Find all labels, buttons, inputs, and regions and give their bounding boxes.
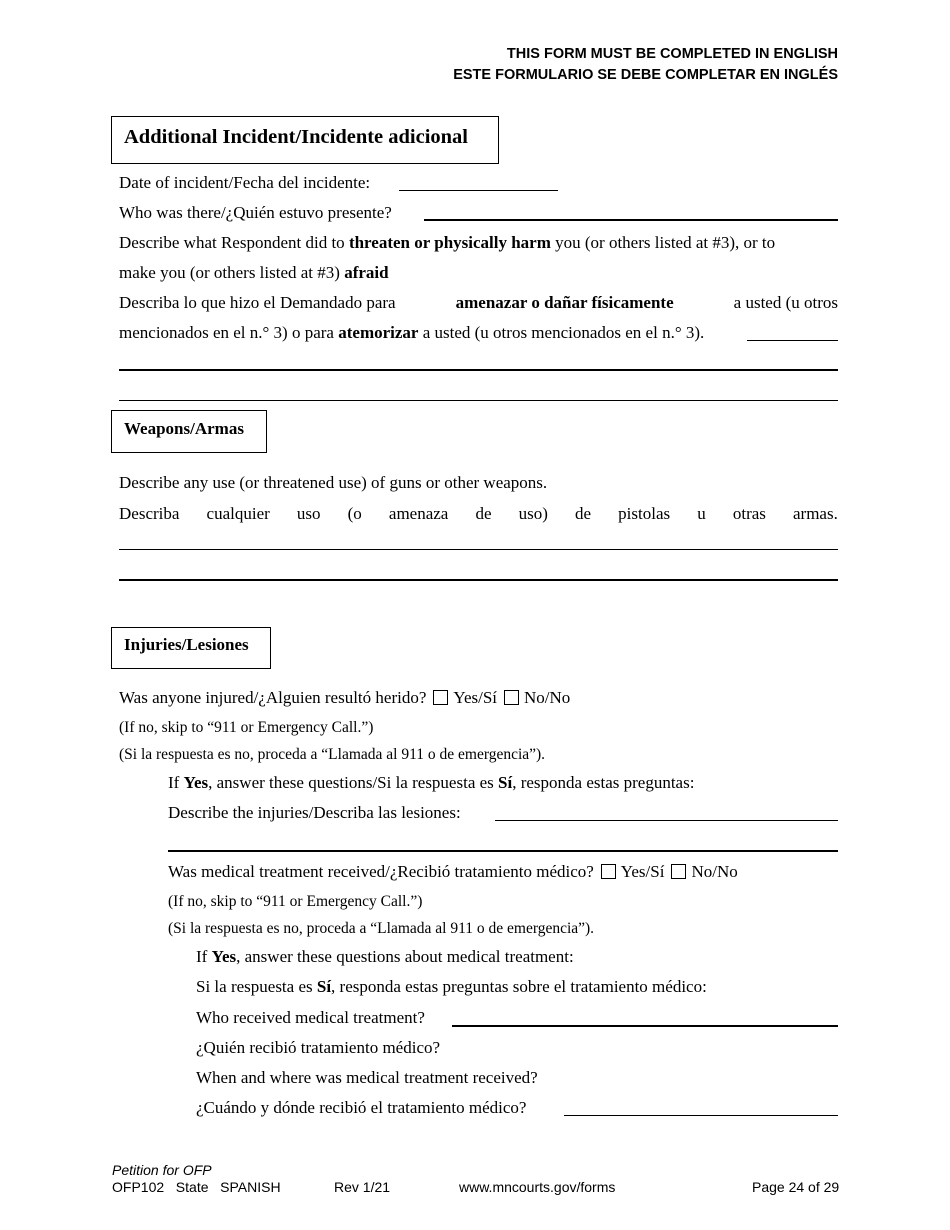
weapons-section-heading: Weapons/Armas xyxy=(111,410,267,453)
when-where-treatment-label: When and where was medical treatment received? xyxy=(196,1068,538,1087)
describe-harm-field-3[interactable] xyxy=(119,400,838,401)
weapons-field-2[interactable] xyxy=(119,579,838,581)
weapons-describe-es-word: (o xyxy=(347,504,362,523)
describe-harm-en-line1: Describe what Respondent did to threaten or physically harm you (or others listed at #3), or to xyxy=(119,233,776,252)
injuries-section-heading: Injuries/Lesiones xyxy=(111,627,271,669)
describe-injuries-field-2[interactable] xyxy=(168,850,838,852)
incident-section-heading: Additional Incident/Incidente adicional xyxy=(111,116,499,164)
describe-harm-es-line2: mencionados en el n.° 3) o para atemorizar a usted (u otros mencionados en el n.° 3). xyxy=(119,323,705,342)
footer-page-number: Page 24 of 29 xyxy=(752,1179,840,1195)
injured-yes-checkbox[interactable] xyxy=(433,690,448,705)
footer-form-code: OFP102 State SPANISH xyxy=(112,1179,281,1195)
anyone-injured-label: Was anyone injured/¿Alguien resultó herido? xyxy=(119,688,427,707)
injured-yes-label: Yes/Sí xyxy=(453,688,498,707)
medical-treatment-row xyxy=(168,862,738,882)
treatment-no-label: No/No xyxy=(691,862,738,881)
anyone-injured-row xyxy=(119,688,570,708)
who-was-there-field[interactable] xyxy=(424,219,838,221)
incident-date-label: Date of incident/Fecha del incidente: xyxy=(119,173,371,192)
describe-injuries-label: Describe the injuries/Describa las lesiones: xyxy=(168,803,461,822)
footer-form-title: Petition for OFP xyxy=(112,1162,212,1178)
weapons-describe-es-word: amenaza xyxy=(388,504,449,523)
weapons-describe-es-word: otras xyxy=(732,504,766,523)
describe-injuries-field-1[interactable] xyxy=(495,820,838,821)
describe-harm-field-2[interactable] xyxy=(119,369,838,371)
weapons-describe-es-word: de xyxy=(475,504,492,523)
injured-skip-es: (Si la respuesta es no, proceda a “Llamada al 911 o de emergencia”). xyxy=(119,746,546,763)
footer-revision: Rev 1/21 xyxy=(334,1179,391,1195)
who-was-there-label: Who was there/¿Quién estuvo presente? xyxy=(119,203,392,222)
medical-if-yes-es: Si la respuesta es Sí, responda estas preguntas sobre el tratamiento médico: xyxy=(196,977,707,996)
weapons-describe-es-word: u xyxy=(697,504,706,523)
weapons-describe-es xyxy=(119,504,838,524)
who-received-treatment-label: Who received medical treatment? xyxy=(196,1008,425,1027)
injured-skip-en: (If no, skip to “911 or Emergency Call.”) xyxy=(119,719,374,736)
weapons-describe-en: Describe any use (or threatened use) of guns or other weapons. xyxy=(119,473,548,492)
weapons-describe-es-word: uso xyxy=(296,504,321,523)
describe-harm-en-line2: make you (or others listed at #3) afraid xyxy=(119,263,389,282)
quien-recibio-label: ¿Quién recibió tratamiento médico? xyxy=(196,1038,441,1057)
language-notice-en: THIS FORM MUST BE COMPLETED IN ENGLISH xyxy=(506,46,838,62)
weapons-describe-es-word: Describa xyxy=(119,504,180,523)
injured-no-checkbox[interactable] xyxy=(504,690,519,705)
weapons-describe-es-word: armas. xyxy=(793,504,838,523)
weapons-field-1[interactable] xyxy=(119,549,838,550)
language-notice-es: ESTE FORMULARIO SE DEBE COMPLETAR EN INGLÉS xyxy=(453,67,838,83)
incident-date-field[interactable] xyxy=(399,190,558,191)
weapons-describe-es-word: pistolas xyxy=(618,504,671,523)
describe-harm-field-1[interactable] xyxy=(747,340,838,341)
medical-if-yes-en: If Yes, answer these questions about medical treatment: xyxy=(196,947,574,966)
when-where-treatment-field[interactable] xyxy=(564,1115,838,1116)
weapons-describe-es-word: de xyxy=(575,504,592,523)
treatment-skip-es: (Si la respuesta es no, proceda a “Llamada al 911 o de emergencia”). xyxy=(168,920,595,937)
treatment-no-checkbox[interactable] xyxy=(671,864,686,879)
describe-harm-es-line1: Describa lo que hizo el Demandado para amenazar o dañar físicamente a usted (u otros xyxy=(119,293,838,312)
footer-url[interactable]: www.mncourts.gov/forms xyxy=(459,1179,616,1195)
cuando-donde-label: ¿Cuándo y dónde recibió el tratamiento médico? xyxy=(196,1098,527,1117)
injured-no-label: No/No xyxy=(524,688,571,707)
injuries-if-yes-instructions: If Yes, answer these questions/Si la respuesta es Sí, responda estas preguntas: xyxy=(168,773,695,792)
weapons-describe-es-word: cualquier xyxy=(206,504,270,523)
treatment-skip-en: (If no, skip to “911 or Emergency Call.”) xyxy=(168,893,423,910)
treatment-yes-label: Yes/Sí xyxy=(620,862,665,881)
who-received-treatment-field[interactable] xyxy=(452,1025,838,1027)
weapons-describe-es-word: uso) xyxy=(518,504,548,523)
treatment-yes-checkbox[interactable] xyxy=(601,864,616,879)
medical-treatment-label: Was medical treatment received/¿Recibió tratamiento médico? xyxy=(168,862,594,881)
